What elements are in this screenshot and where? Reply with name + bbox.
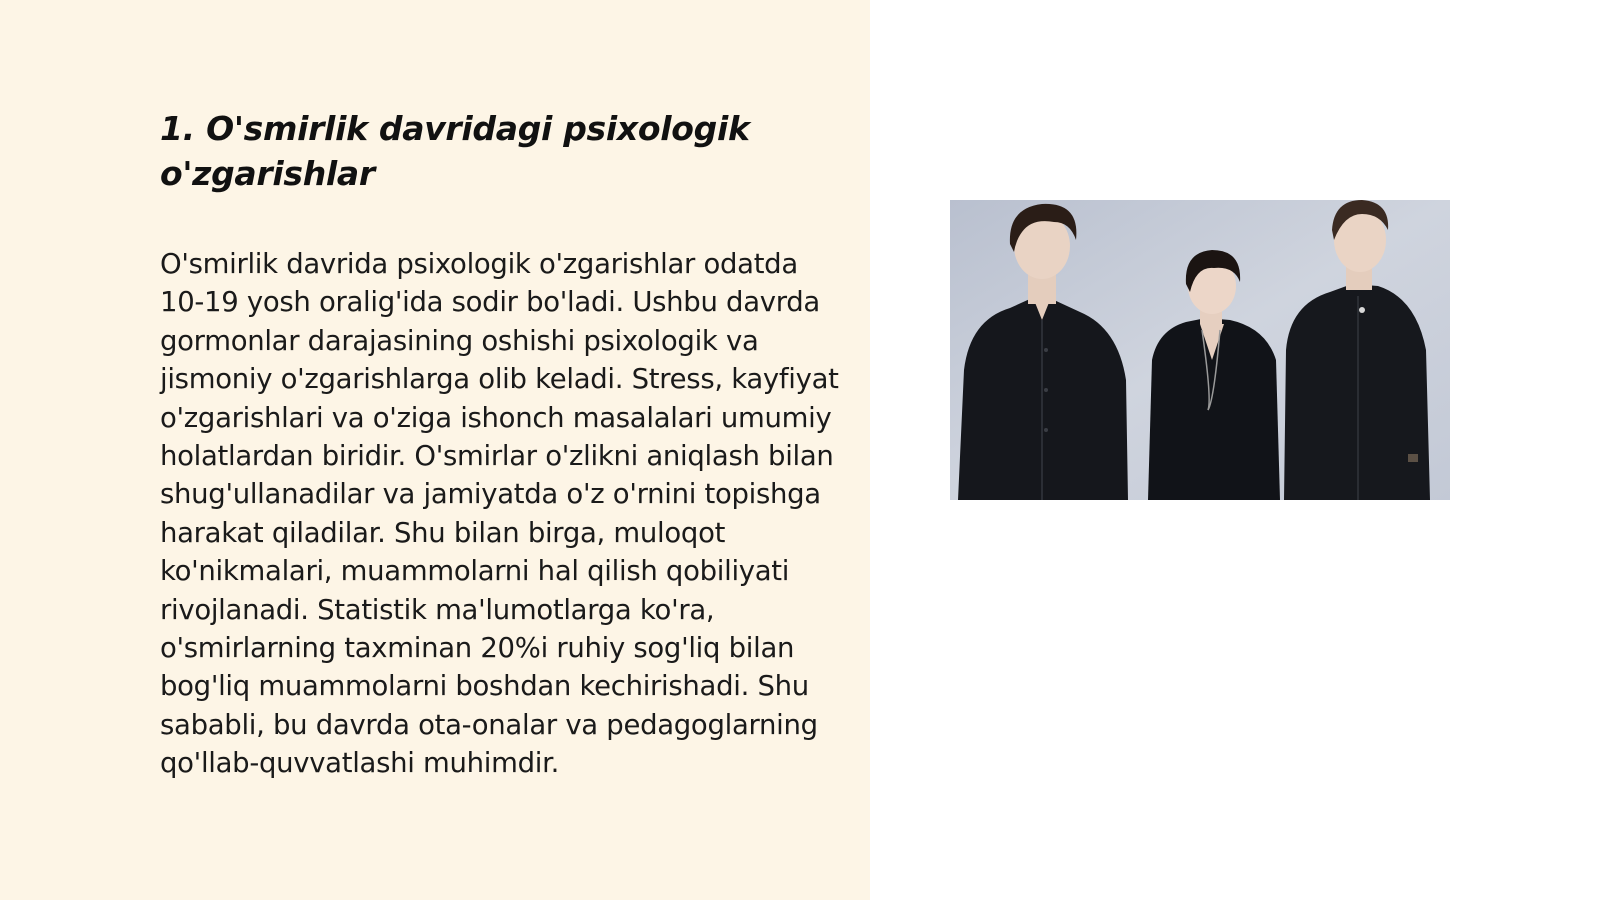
group-photo-illustration [950, 200, 1450, 500]
slide-body-text: O'smirlik davrida psixologik o'zgarishlar odatda 10-19 yosh oralig'ida sodir bo'ladi. Ushbu davrda gormonlar darajasining oshishi psixologik va jismoniy o'zgarishlarga olib keladi. Stress, kayfiyat o'zgarishlari va o'ziga ishonch masalalari umumiy holatlardan biridir. O'smirlar o'zlikni aniqlash bilan shug'ullanadilar va jamiyatda o'z o'rnini topishga harakat qiladilar. Shu bilan birga, muloqot ko'nikmalari, muammolarni hal qilish qobiliyati rivojlanadi. Statistik ma'lumotlarga ko'ra, o'smirlarning taxminan 20%i ruhiy sog'liq bilan bog'liq muammolarni boshdan kechirishadi. Shu sababli, bu davrda ota-onalar va pedagoglarning qo'llab-quvvatlashi muhimdir. [160, 248, 839, 780]
group-photo [950, 200, 1450, 500]
slide-title: 1. O'smirlik davridagi psixologik o'zgarishlar [160, 109, 750, 193]
